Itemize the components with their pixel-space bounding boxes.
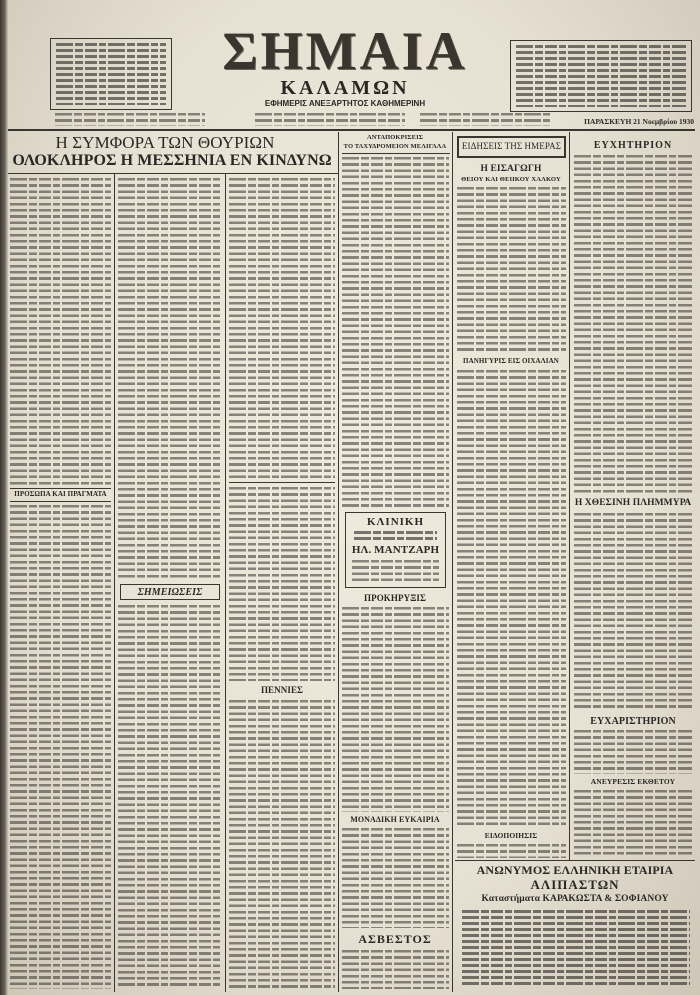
section-title-notes: ΣΗΜΕΙΩΣΕΙΣ <box>137 587 203 598</box>
lime-advert-body <box>342 950 449 989</box>
greeting-article-body <box>574 155 692 493</box>
daily-news-title: ΕΙΔΗΣΕΙΣ ΤΗΣ ΗΜΕΡΑΣ <box>461 142 562 151</box>
masthead-left-info-box <box>50 38 172 110</box>
advert-company-name: ΑΝΩΝΥΜΟΣ ΕΛΛΗΝΙΚΗ ΕΤΑΙΡΙΑ <box>476 864 674 877</box>
lead-article-body <box>10 178 111 486</box>
flood-headline: Η ΧΘΕΣΙΝΗ ΠΛΗΜΜΥΡΑ <box>574 498 692 508</box>
masthead-rule <box>8 129 695 131</box>
newspaper-title: ΣΗΜΑΙΑ <box>222 21 468 81</box>
advert-top-rule <box>455 860 695 861</box>
meligalas-post-headline: ΤΟ ΤΑΧΥΔΡΟΜΕΙΟΝ ΜΕΛΙΓΑΛΑ <box>343 143 447 150</box>
import-headline: Η ΕΙΣΑΓΩΓΗ <box>480 164 542 174</box>
clinic-title: ΚΛΙΝΙΚΗ <box>366 516 425 528</box>
daily-news-box <box>457 136 566 158</box>
foundling-article-body <box>574 790 692 856</box>
opportunity-article-body <box>342 828 449 928</box>
import-article-body <box>457 187 566 353</box>
flood-article-body <box>574 513 692 711</box>
column-rule <box>225 174 226 992</box>
page-binding-edge <box>0 0 8 995</box>
persons-article-body <box>10 505 111 989</box>
lead-headline: Η ΣΥΜΦΟΡΑ ΤΩΝ ΘΟΥΡΙΩΝ <box>55 134 275 152</box>
masthead-left-info-text <box>56 43 166 105</box>
clinic-subtitle-text <box>354 531 437 541</box>
section-rule <box>342 153 450 154</box>
ownership-line <box>55 113 205 126</box>
section-title-persons: ΠΡΟΣΩΠΑ ΚΑΙ ΠΡΑΓΜΑΤΑ <box>14 491 107 498</box>
poor-article-body <box>229 700 335 989</box>
news-items-body <box>457 370 566 828</box>
issue-date: ΠΑΡΑΣΚΕΥΗ 21 Νοεμβρίου 1930 <box>584 117 694 126</box>
lead-article-body-end <box>229 178 335 478</box>
clinic-doctor-name: ΗΛ. ΜΑΝΤΖΑΡΗ <box>351 544 440 556</box>
column-rule <box>338 132 339 992</box>
section-rule <box>10 488 111 489</box>
lead-article-body-continued <box>118 178 222 580</box>
newspaper-city: ΚΑΛΑΜΩΝ <box>280 77 410 99</box>
foundling-heading: ΑΝΕΥΡΕΣΙΣ ΕΚΘΕΤΟΥ <box>590 778 676 786</box>
advert-product: ΑΛΙΠΑΣΤΩΝ <box>530 878 620 892</box>
clinic-advert-box <box>345 512 446 588</box>
lead-rule <box>8 173 338 174</box>
announcement-body <box>457 844 566 858</box>
notes-heading-box <box>120 584 220 600</box>
thanks-article-body <box>574 730 692 774</box>
lime-advert-heading: ΑΣΒΕΣΤΟΣ <box>358 933 432 946</box>
masthead-right-info-text <box>516 45 686 107</box>
notice-heading: ΠΡΟΚΗΡΥΞΙΣ <box>364 594 426 603</box>
masthead-right-info-box <box>510 40 692 112</box>
director-line <box>255 113 405 126</box>
notes-article-body <box>118 605 222 989</box>
greeting-heading: ΕΥΧΗΤΗΡΙΟΝ <box>593 140 673 151</box>
announcement-heading: ΕΙΔΟΠΟΙΗΣΙΣ <box>484 832 538 840</box>
correspondence-kicker: ΑΝΤΑΠΟΚΡΙΣΕΙΣ <box>366 134 424 141</box>
advert-details-text <box>462 910 690 988</box>
meligalas-article-body <box>342 157 449 507</box>
column-rule <box>452 132 453 992</box>
column-rule <box>114 174 115 992</box>
column3-article-body <box>229 487 335 681</box>
newspaper-tagline: ΕΦΗΜΕΡΙΣ ΑΝΕΞΑΡΤΗΤΟΣ ΚΑΘΗΜΕΡΙΝΗ <box>264 100 426 108</box>
section-rule <box>229 482 335 483</box>
opportunity-heading: ΜΟΝΑΔΙΚΗ ΕΥΚΑΙΡΙΑ <box>350 816 440 824</box>
thanks-heading: ΕΥΧΑΡΙΣΤΗΡΙΟΝ <box>590 716 676 727</box>
notice-article-body <box>342 607 449 812</box>
section-rule <box>10 501 111 502</box>
festival-heading: ΠΑΝΗΓΥΡΙΣ ΕΙΣ ΟΙΧΑΛΙΑΝ <box>463 358 559 365</box>
clinic-details-text <box>352 560 439 584</box>
column-rule <box>569 132 570 860</box>
advert-stores: Καταστήματα ΚΑΡΑΚΩΣΤΑ & ΣΟΦΙΑΝΟΥ <box>481 894 669 904</box>
editor-line <box>420 113 550 126</box>
lead-subheadline: ΟΛΟΚΛΗΡΟΣ Η ΜΕΣΣΗΝΙΑ ΕΝ ΚΙΝΔΥΝΩ <box>12 152 332 169</box>
import-subheadline: ΘΕΙΟΥ ΚΑΙ ΘΕΙΙΚΟΥ ΧΑΛΚΟΥ <box>461 176 561 183</box>
section-title-poor: ΠΕΝΝΙΕΣ <box>260 686 304 695</box>
